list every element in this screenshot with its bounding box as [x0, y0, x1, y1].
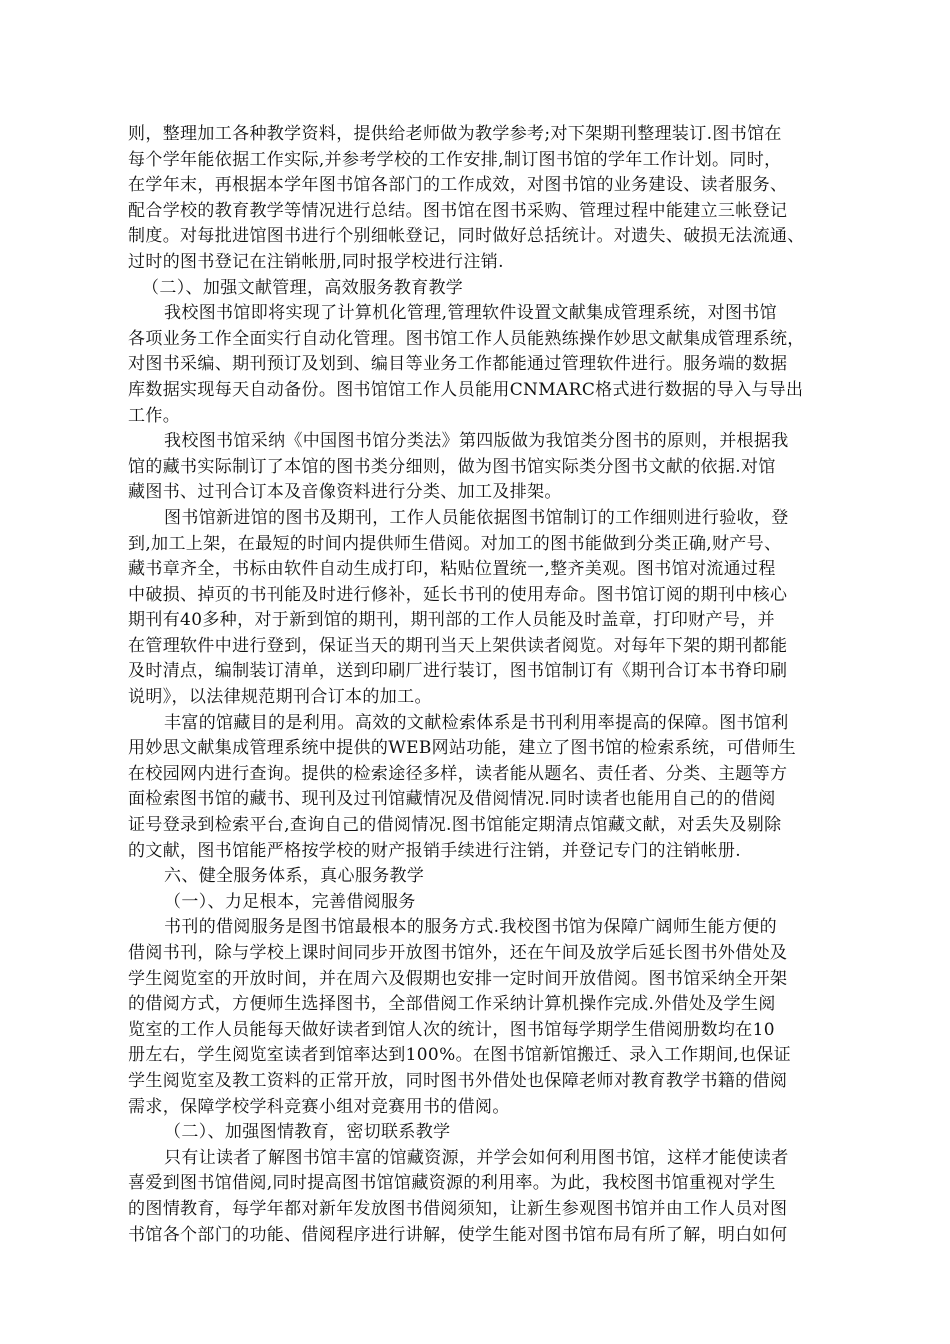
text-line: 藏书章齐全，书标由软件自动生成打印，粘贴位置统一,整齐美观。图书馆对流通过程 — [128, 559, 776, 580]
text-line: 学生阅览室的开放时间，并在周六及假期也安排一定时间开放借阅。图书馆采纳全开架 — [128, 968, 788, 989]
text-line: 库数据实现每天自动备份。图书馆馆工作人员能用CNMARC格式进行数据的导入与导出 — [128, 379, 804, 400]
section-heading: （二）、加强文献管理，高效服务教育教学 — [142, 277, 464, 298]
text-line: 每个学年能依据工作实际,并参考学校的工作安排,制订图书馆的学年工作计划。同时， — [128, 149, 782, 170]
text-line: 只有让读者了解图书馆丰富的馆藏资源，并学会如何利用图书馆，这样才能使读者 — [164, 1147, 789, 1168]
text-line: 我校图书馆即将实现了计算机化管理,管理软件设置文献集成管理系统，对图书馆 — [164, 303, 778, 324]
text-line: 中破损、掉页的书刊能及时进行修补，延长书刊的使用寿命。图书馆订阅的期刊中核心 — [128, 584, 788, 605]
text-line: 对图书采编、期刊预订及划到、编目等业务工作都能通过管理软件进行。服务端的数据 — [128, 354, 788, 375]
subsection-heading: （二）、加强图情教育，密切联系教学 — [164, 1122, 451, 1143]
text-line: 证号登录到检索平台,查询自己的借阅情况.图书馆能定期清点馆藏文献，对丢失及剔除 — [128, 815, 782, 836]
text-line: 书刊的借阅服务是图书馆最根本的服务方式.我校图书馆为保障广阔师生能方便的 — [164, 917, 778, 938]
text-line: 配合学校的教育教学等情况进行总结。图书馆在图书采购、管理过程中能建立三帐登记 — [128, 200, 788, 221]
text-line: 工作。 — [128, 405, 181, 426]
text-line: 及时清点，编制装订清单，送到印刷厂进行装订，图书馆制订有《期刊合订本书脊印刷 — [128, 661, 788, 682]
text-line: 借阅书刊，除与学校上课时间同步开放图书馆外，还在午间及放学后延长图书外借处及 — [128, 943, 788, 963]
text-line: 则，整理加工各种教学资料，提供给老师做为教学参考;对下架期刊整理装订.图书馆在 — [128, 124, 782, 144]
text-line: 图书馆新进馆的图书及期刊，工作人员能依据图书馆制订的工作细则进行验收，登 — [164, 507, 789, 528]
text-line: 各项业务工作全面实行自动化管理。图书馆工作人员能熟练操作妙思文献集成管理系统， — [128, 328, 805, 349]
text-line: 在学年末，再根据本学年图书馆各部门的工作成效，对图书馆的业务建设、读者服务、 — [128, 175, 788, 196]
text-line: 我校图书馆采纳《中国图书馆分类法》第四版做为我馆类分图书的原则，并根据我 — [164, 431, 789, 452]
text-line: 的图情教育，每学年都对新年发放图书借阅须知，让新生参观图书馆并由工作人员对图 — [128, 1198, 788, 1219]
text-line: 册左右，学生阅览室读者到馆率达到100%。在图书馆新馆搬迁、录入工作期间,也保证 — [128, 1045, 792, 1066]
text-line: 在管理软件中进行登到，保证当天的期刊当天上架供读者阅览。对每年下架的期刊都能 — [128, 635, 788, 656]
text-line: 览室的工作人员能每天做好读者到馆人次的统计，图书馆每学期学生借阅册数均在10 — [128, 1019, 775, 1040]
text-line: 期刊有40多种，对于新到馆的期刊，期刊部的工作人员能及时盖章，打印财产号，并 — [128, 610, 775, 631]
text-line: 馆的藏书实际制订了本馆的图书类分细则，做为图书馆实际类分图书文献的依据.对馆 — [128, 456, 776, 477]
text-line: 到,加工上架，在最短的时间内提供师生借阅。对加工的图书能做到分类正确,财产号、 — [128, 533, 782, 554]
text-line: 说明》，以法律规范期刊合订本的加工。 — [128, 687, 432, 708]
text-line: 喜爱到图书馆借阅,同时提高图书馆馆藏资源的利用率。为此，我校图书馆重视对学生 — [128, 1173, 776, 1194]
subsection-heading: （一）、力足根本，完善借阅服务 — [164, 891, 416, 912]
text-line: 在校园网内进行查询。提供的检索途径多样，读者能从题名、责任者、分类、主题等方 — [128, 763, 788, 784]
text-line: 用妙思文献集成管理系统中提供的WEB网站功能，建立了图书馆的检索系统，可借师生 — [128, 738, 797, 759]
text-line: 的文献，图书馆能严格按学校的财产报销手续进行注销，并登记专门的注销帐册. — [128, 840, 742, 861]
text-line: 书馆各个部门的功能、借阅程序进行讲解，使学生能对图书馆布局有所了解，明白如何 — [128, 1224, 788, 1245]
text-line: 学生阅览室及教工资料的正常开放，同时图书外借处也保障老师对教育教学书籍的借阅 — [128, 1070, 788, 1091]
text-line: 藏图书、过刊合订本及音像资料进行分类、加工及排架。 — [128, 482, 562, 503]
text-line: 的借阅方式，方便师生选择图书，全部借阅工作采纳计算机操作完成.外借处及学生阅 — [128, 994, 776, 1015]
text-line: 丰富的馆藏目的是利用。高效的文献检索体系是书刊利用率提高的保障。图书馆利 — [164, 712, 789, 733]
text-line: 过时的图书登记在注销帐册,同时报学校进行注销. — [128, 251, 504, 272]
text-line: 制度。对每批进馆图书进行个别细帐登记，同时做好总括统计。对遗失、破损无法流通、 — [128, 226, 805, 247]
document-body — [128, 122, 868, 1248]
text-line: 需求，保障学校学科竞赛小组对竞赛用书的借阅。 — [128, 1096, 510, 1117]
section-heading: 六、健全服务体系，真心服务教学 — [164, 866, 425, 887]
text-line: 面检索图书馆的藏书、现刊及过刊馆藏情况及借阅情况.同时读者也能用自己的的借阅 — [128, 789, 776, 810]
